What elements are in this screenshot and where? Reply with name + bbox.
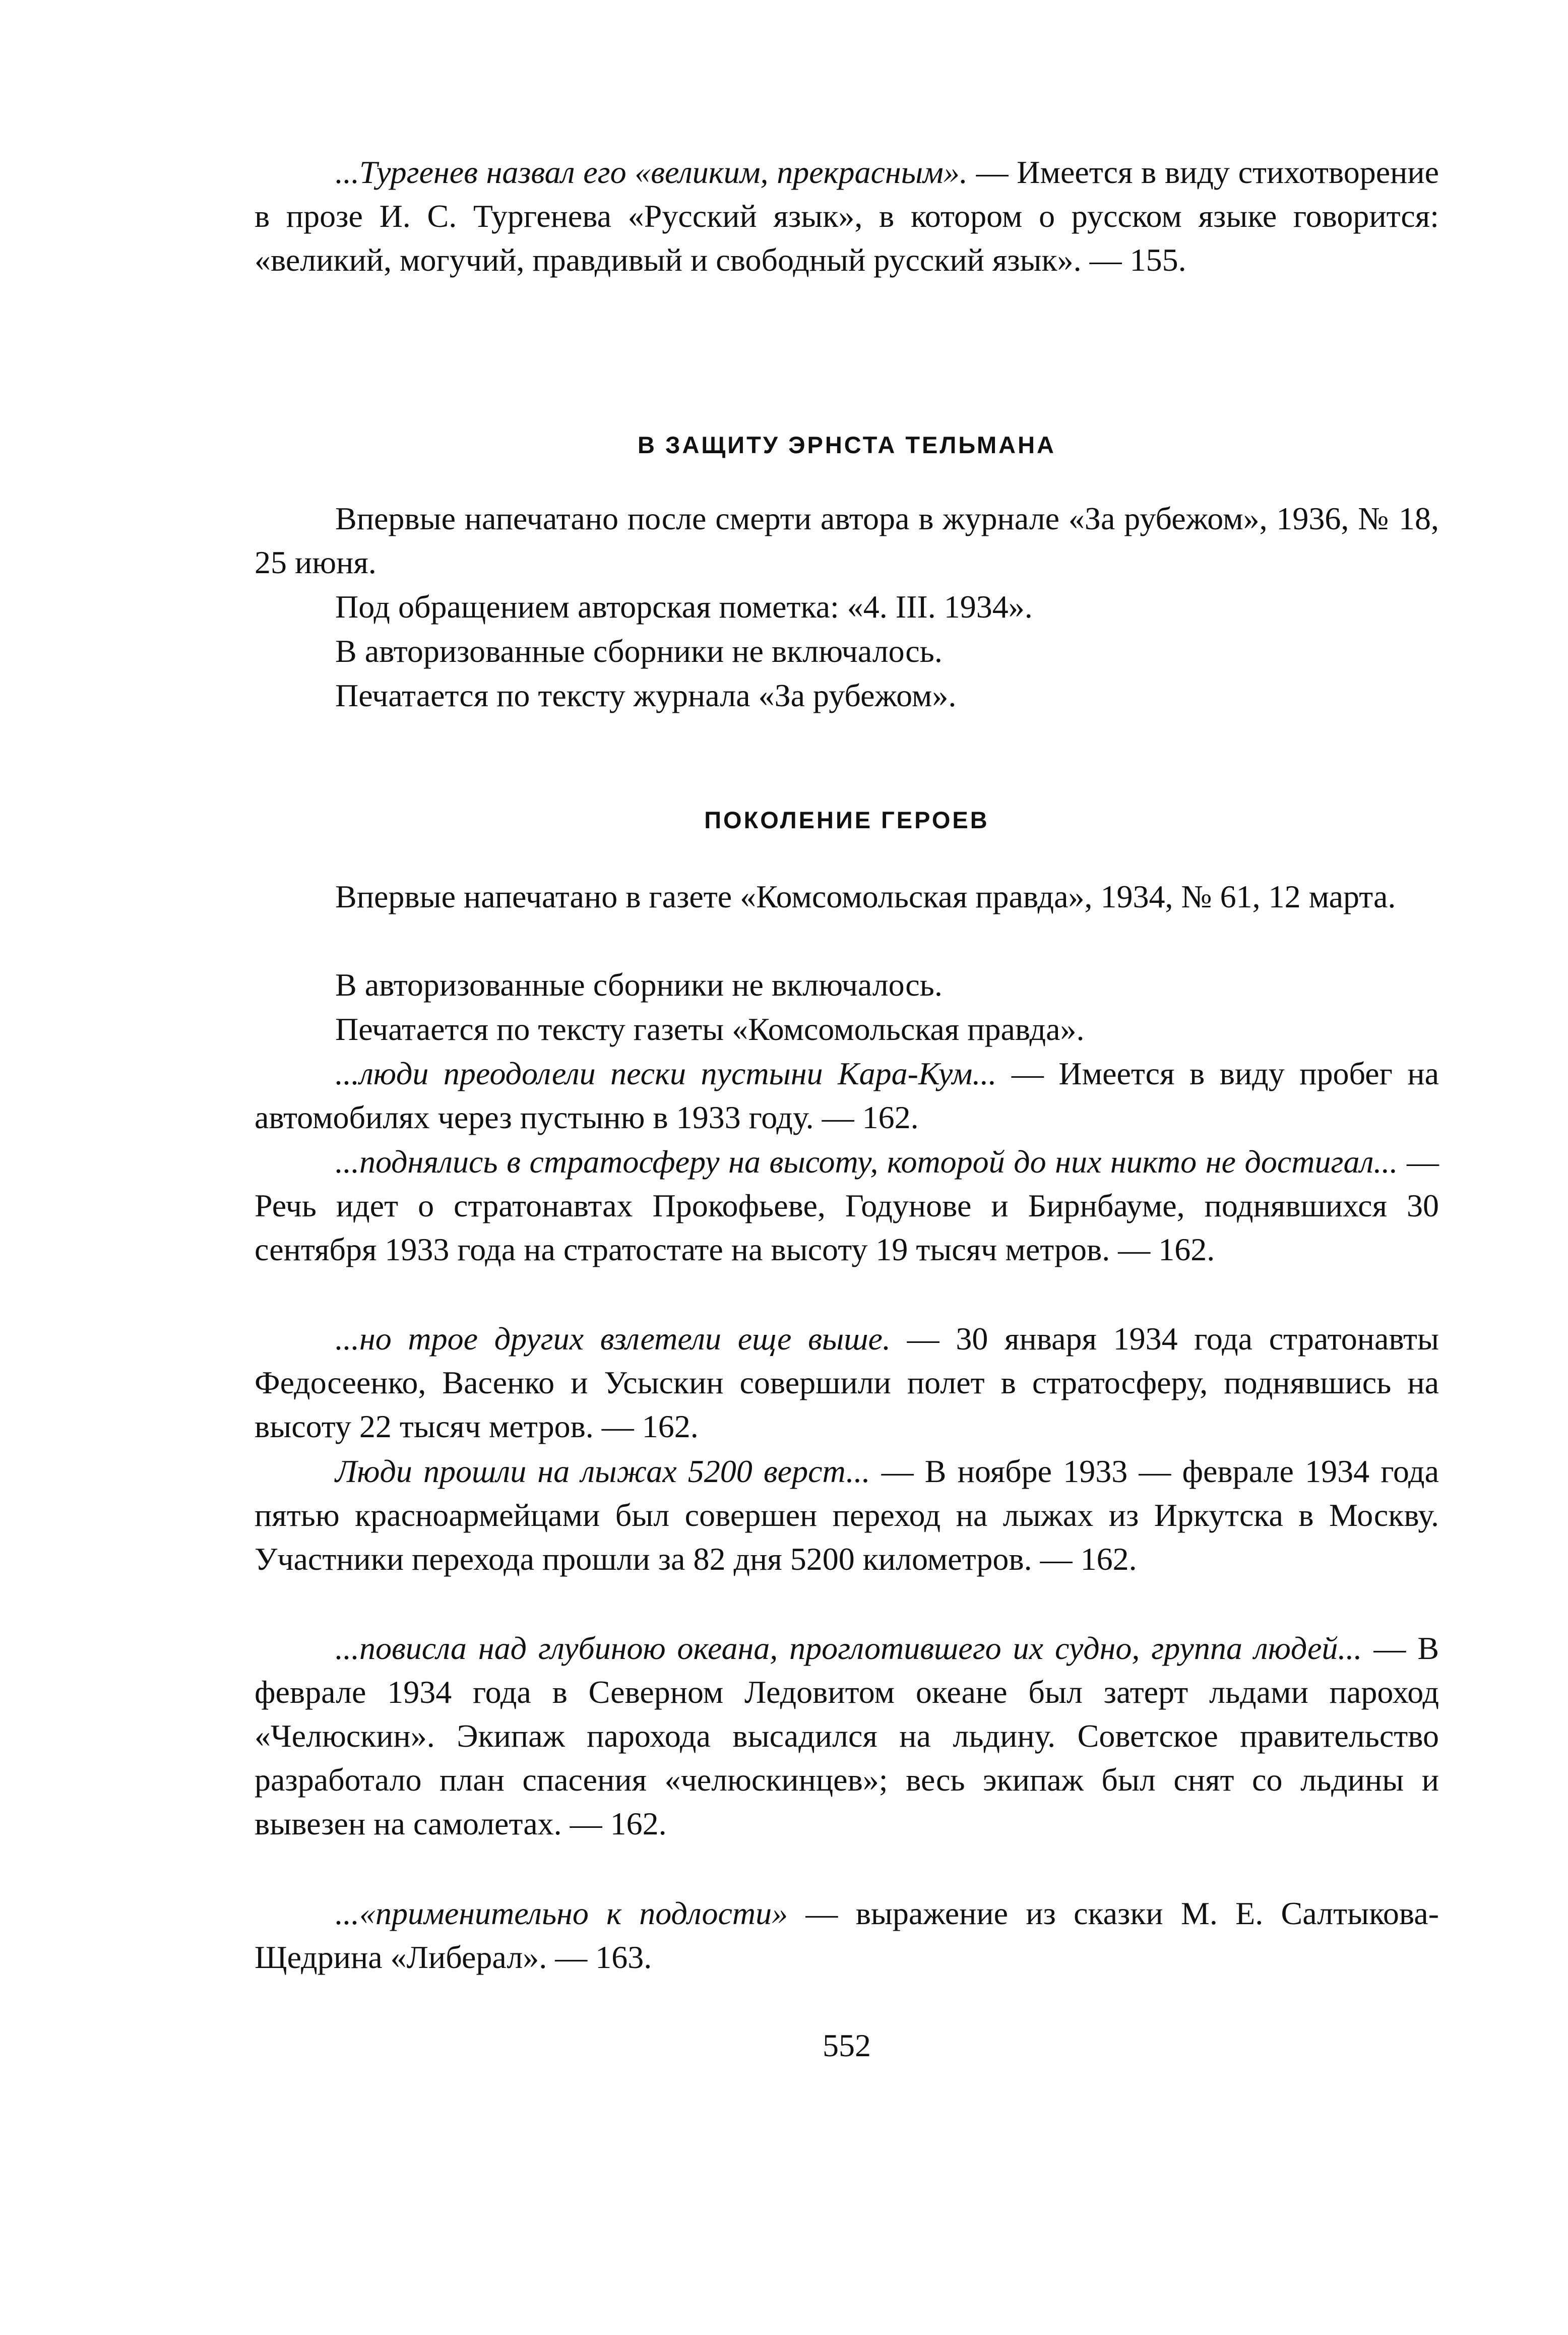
note-text: — 30 января 1934 года стратонавты Федосеенко, Васенко и Усыскин совершили полет в стратосферу, поднявшись на высоту 22 тысяч метров. — 162. <box>255 1321 1439 1444</box>
paragraph-source: Печатается по тексту газеты «Комсомольская правда». <box>335 1011 1085 1047</box>
paragraph-author-note: Под обращением авторская пометка: «4. III. 1934». <box>335 589 1033 625</box>
note-text: — В ноябре 1933 — феврале 1934 года пятью красноармейцами был совершен переход на лыжах из Иркутска в Москву. Участники перехода прошли за 82 дня 5200 километров. — 162. <box>255 1453 1439 1577</box>
note-text: — Имеется в виду пробег на автомобилях через пустыню в 1933 году. — 162. <box>255 1056 1439 1135</box>
note-reference: Люди прошли на лыжах 5200 верст... <box>335 1453 870 1489</box>
note-karakum <box>255 1052 1439 1139</box>
paragraph-source: Печатается по тексту журнала «За рубежом». <box>335 678 957 713</box>
note-reference: ...поднялись в стратосферу на высоту, которой до них никто не достигал... <box>335 1144 1398 1180</box>
note-reference: ...люди преодолели пески пустыни Кара-Кум... <box>335 1056 997 1091</box>
note-saltykov <box>255 1891 1439 1979</box>
note-stratosphere <box>255 1140 1439 1271</box>
section-title-telman: В ЗАЩИТУ ЭРНСТА ТЕЛЬМАНА <box>638 432 1056 458</box>
note-reference: ...повисла над глубиною океана, проглотившего их судно, группа людей... <box>335 1630 1362 1666</box>
note-reference: ...но трое других взлетели еще выше. <box>335 1321 891 1357</box>
note-reference: ...«применительно к подлости» <box>335 1895 788 1931</box>
note-stratonauts <box>255 1317 1439 1448</box>
paragraph-first-published: Впервые напечатано после смерти автора в журнале «За рубежом», 1936, № 18, 25 июня. <box>255 501 1439 580</box>
note-chelyuskin <box>255 1626 1439 1846</box>
note-text: — выражение из сказки М. Е. Салтыкова-Щедрина «Либерал». — 163. <box>255 1895 1439 1975</box>
note-reference: ...Тургенев назвал его «великим, прекрасным». <box>335 154 968 190</box>
paragraph-first-published: Впервые напечатано в газете «Комсомольская правда», 1934, № 61, 12 марта. <box>335 879 1396 914</box>
note-text: — Речь идет о стратонавтах Прокофьеве, Годунове и Бирнбауме, поднявшихся 30 сентября 1933 года на стратостате на высоту 19 тысяч метров. — 162. <box>255 1144 1439 1267</box>
note-ski-march <box>255 1449 1439 1581</box>
note-turgenev <box>255 150 1439 282</box>
note-text: — Имеется в виду стихотворение в прозе И. С. Тургенева «Русский язык», в котором о русском языке говорится: «великий, могучий, правдивый и свободный русский язык». — 155. <box>255 154 1439 278</box>
page-number: 552 <box>823 2027 871 2063</box>
paragraph-collections: В авторизованные сборники не включалось. <box>335 967 943 1003</box>
section-title-heroes: ПОКОЛЕНИЕ ГЕРОЕВ <box>704 807 989 833</box>
note-text: — В феврале 1934 года в Северном Ледовитом океане был затерт льдами пароход «Челюскин». Экипаж парохода высадился на льдину. Советское правительство разработало план спасения «челюскинцев»; весь экипаж был снят со льдины и вывезен на самолетах. — 162. <box>255 1630 1439 1841</box>
paragraph-collections: В авторизованные сборники не включалось. <box>335 633 943 669</box>
